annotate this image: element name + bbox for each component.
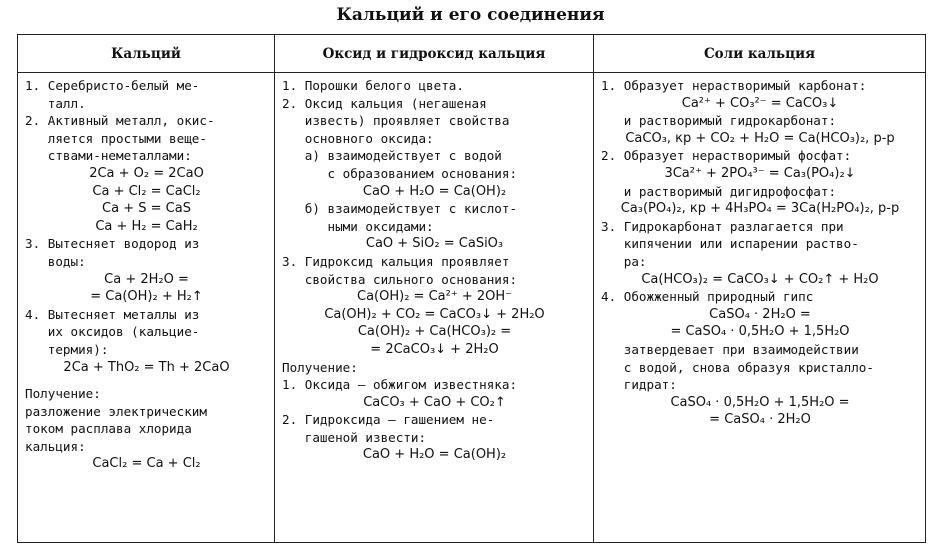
text-line: 3. Вытесняет водород из	[25, 236, 200, 252]
text-line: 4. Вытесняет металлы из	[25, 306, 200, 322]
text-line: током расплава хлорида	[25, 421, 192, 437]
text-line: 2. Оксид кальция (негашеная	[282, 95, 487, 111]
text-line: кальция:	[25, 438, 86, 454]
formula-line: 2Ca + O₂ = 2CaO	[89, 165, 204, 181]
formula-line: Ca₃(PO₄)₂, кр + 4H₃PO₄ = 3Ca(H₂PO₄)₂, р-р	[620, 201, 900, 217]
text-line: 3. Гидрокарбонат разлагается при	[601, 218, 844, 234]
formula-line: CaO + SiO₂ = CaSiO₃	[365, 236, 504, 252]
text-line: разложение электрическим	[25, 403, 207, 419]
column-salts	[594, 73, 926, 543]
formula-line: Ca + S = CaS	[102, 201, 191, 217]
text-line: ными оксидами:	[282, 218, 434, 234]
column-header-calcium: Кальций	[18, 35, 275, 73]
formula-line: CaSO₄ · 2H₂O =	[709, 306, 811, 322]
formula-line: 3Ca²⁺ + 2PO₄³⁻ = Ca₃(PO₄)₂↓	[664, 165, 856, 181]
text-line: а) взаимодействует с водой	[282, 148, 502, 164]
text-line: и растворимый дигидрофосфат:	[601, 183, 837, 199]
formula-line: Ca + 2H₂O =	[104, 271, 189, 287]
formula-line: Ca(OH)₂ + CO₂ = CaCO₃↓ + 2H₂O	[324, 306, 545, 322]
text-line: б) взаимодействует с кислот-	[282, 201, 518, 217]
text-line: основного оксида:	[282, 130, 434, 146]
column-calcium	[18, 73, 275, 543]
text-line: кипячении или испарении раство-	[601, 236, 859, 252]
formula-line: Ca(OH)₂ + Ca(HCO₃)₂ =	[357, 324, 512, 340]
text-line: свойства сильного основания:	[282, 271, 518, 287]
formula-line: 2Ca + ThO₂ = Th + 2CaO	[63, 359, 230, 375]
page-title: Кальций и его соединения	[336, 5, 605, 25]
column-header-oxide-hydroxide: Оксид и гидроксид кальция	[275, 35, 594, 73]
formula-line: Ca + H₂ = CaH₂	[95, 218, 198, 234]
text-line: термия):	[25, 341, 109, 357]
text-line: 1. Образует нерастворимый карбонат:	[601, 78, 867, 93]
text-line: Получение:	[25, 386, 101, 402]
formula-line: = CaSO₄ · 2H₂O	[709, 412, 811, 428]
text-line: гидрат:	[601, 377, 677, 393]
formula-line: = Ca(OH)₂ + H₂↑	[90, 289, 203, 305]
text-line: известь) проявляет свойства	[282, 113, 510, 129]
text-line: с водой, снова образуя кристалло-	[601, 359, 874, 375]
content-row	[18, 73, 926, 543]
formula-line: Ca(OH)₂ = Ca²⁺ + 2OH⁻	[357, 289, 512, 305]
formula-line: Ca²⁺ + CO₃²⁻ = CaCO₃↓	[681, 95, 839, 111]
text-line: талл.	[25, 95, 86, 111]
formula-line: = CaSO₄ · 0,5H₂O + 1,5H₂O	[670, 324, 850, 340]
text-line: Получение:	[282, 359, 358, 375]
text-line: гашеной извести:	[282, 429, 427, 445]
formula-line: CaSO₄ · 0,5H₂O + 1,5H₂O =	[670, 394, 850, 410]
formula-line: Ca + Cl₂ = CaCl₂	[92, 183, 201, 199]
column-oxide-hydroxide	[275, 73, 594, 543]
text-line: 4. Обожженный природный гипс	[601, 289, 814, 305]
formula-line: CaCO₃, кр + CO₂ + H₂O = Ca(HCO₃)₂, р-р	[625, 130, 895, 146]
text-line: 2. Гидроксида — гашением не-	[282, 412, 495, 428]
formula-line: = 2CaCO₃↓ + 2H₂O	[370, 341, 499, 357]
text-line: 2. Активный металл, окис-	[25, 113, 215, 129]
column-header-salts: Соли кальция	[594, 35, 926, 73]
text-line: их оксидов (кальцие-	[25, 324, 200, 340]
text-line: и растворимый гидрокарбонат:	[601, 113, 837, 129]
formula-line: CaCl₂ = Ca + Cl₂	[92, 456, 201, 472]
header-row	[18, 35, 926, 73]
formula-line: Ca(HCO₃)₂ = CaCO₃↓ + CO₂↑ + H₂O	[641, 271, 879, 287]
text-line: 2. Образует нерастворимый фосфат:	[601, 148, 852, 164]
formula-line: CaO + H₂O = Ca(OH)₂	[362, 447, 507, 463]
text-line: 1. Оксида — обжигом известняка:	[282, 377, 518, 393]
text-line: ствами-неметаллами:	[25, 148, 192, 164]
formula-line: CaCO₃ + CaO + CO₂↑	[363, 394, 506, 410]
text-line: воды:	[25, 253, 86, 269]
text-line: с образованием основания:	[282, 165, 518, 181]
calcium-table	[17, 34, 926, 543]
text-line: 3. Гидроксид кальция проявляет	[282, 253, 510, 269]
text-line: ра:	[601, 253, 647, 269]
text-line: 1. Серебристо-белый ме-	[25, 78, 200, 93]
text-line	[25, 376, 268, 385]
text-line: затвердевает при взаимодействии	[601, 341, 859, 357]
text-line: ляется простыми веще-	[25, 130, 207, 146]
formula-line: CaO + H₂O = Ca(OH)₂	[362, 183, 507, 199]
text-line: 1. Порошки белого цвета.	[282, 78, 464, 93]
